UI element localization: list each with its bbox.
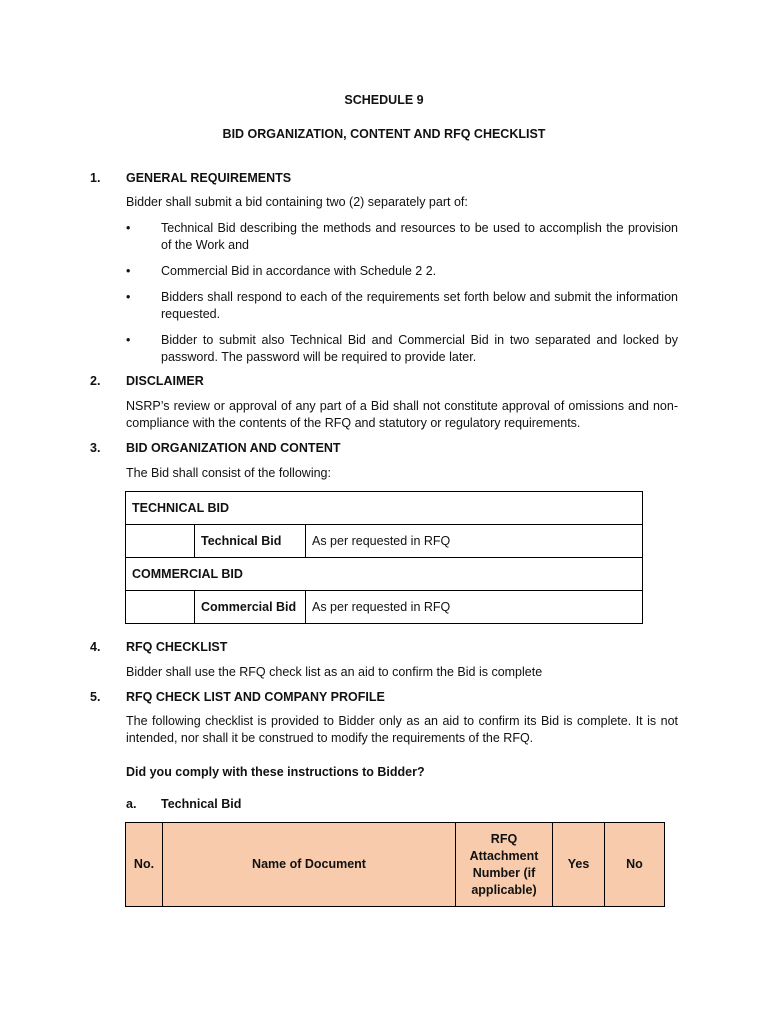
bid-organization-table (125, 491, 643, 624)
disclaimer-text: NSRP’s review or approval of any part of a Bid shall not constitute approval of omissions and non-compliance with the contents of the RFQ and statutory or regulatory requirements. (126, 399, 678, 430)
section-3-body: The Bid shall consist of the following: (126, 466, 331, 480)
technical-bid-value: As per requested in RFQ (306, 525, 643, 558)
table-row (126, 492, 643, 525)
table-row (126, 558, 643, 591)
column-header-yes: Yes (553, 823, 605, 907)
section-3-title: BID ORGANIZATION AND CONTENT (126, 441, 341, 455)
column-header-no: No. (126, 823, 163, 907)
section-4-number: 4. (90, 640, 101, 654)
table-cell-empty (126, 591, 195, 624)
section-2-number: 2. (90, 374, 101, 388)
section-3-number: 3. (90, 441, 101, 455)
technical-bid-checklist-table (125, 822, 665, 907)
bullet-item: Technical Bid describing the methods and resources to be used to accomplish the provision of the Work and (161, 221, 678, 252)
bullet-item: Commercial Bid in accordance with Schedule 2 2. (161, 264, 437, 278)
section-4-body: Bidder shall use the RFQ check list as an aid to confirm the Bid is complete (126, 665, 543, 679)
schedule-title: SCHEDULE 9 (344, 93, 424, 107)
section-4-title: RFQ CHECKLIST (126, 640, 228, 654)
bullet-item: Bidder to submit also Technical Bid and Commercial Bid in two separated and locked by password. The password will be required to provide later. (161, 333, 678, 364)
subsection-label: a. (126, 797, 137, 811)
bullet-item: Bidders shall respond to each of the requirements set forth below and submit the information requested. (161, 290, 678, 321)
table-row (126, 591, 643, 624)
bullet-icon: • (126, 333, 131, 347)
technical-bid-item: Technical Bid (195, 525, 306, 558)
technical-bid-header: TECHNICAL BID (126, 492, 643, 525)
bullet-icon: • (126, 264, 131, 278)
column-header-document: Name of Document (163, 823, 456, 907)
commercial-bid-value: As per requested in RFQ (306, 591, 643, 624)
section-1-intro: Bidder shall submit a bid containing two (2) separately part of: (126, 195, 468, 209)
table-header-row (126, 823, 665, 907)
document-title: BID ORGANIZATION, CONTENT AND RFQ CHECKLIST (222, 127, 546, 141)
section-2-title: DISCLAIMER (126, 374, 204, 388)
bullet-icon: • (126, 221, 131, 235)
column-header-attachment: RFQ Attachment Number (if applicable) (456, 823, 553, 907)
subsection-title: Technical Bid (161, 797, 242, 811)
bullet-icon: • (126, 290, 131, 304)
section-5-title: RFQ CHECK LIST AND COMPANY PROFILE (126, 690, 385, 704)
table-row (126, 525, 643, 558)
commercial-bid-item: Commercial Bid (195, 591, 306, 624)
section-1-title: GENERAL REQUIREMENTS (126, 171, 292, 185)
section-5-body: The following checklist is provided to Bidder only as an aid to confirm its Bid is complete. It is not intended, nor shall it be construed to modify the requirements of the RFQ. (126, 714, 678, 745)
column-header-no-answer: No (605, 823, 665, 907)
table-cell-empty (126, 525, 195, 558)
compliance-question: Did you comply with these instructions to Bidder? (126, 765, 425, 779)
commercial-bid-header: COMMERCIAL BID (126, 558, 643, 591)
section-5-number: 5. (90, 690, 101, 704)
section-1-number: 1. (90, 171, 101, 185)
